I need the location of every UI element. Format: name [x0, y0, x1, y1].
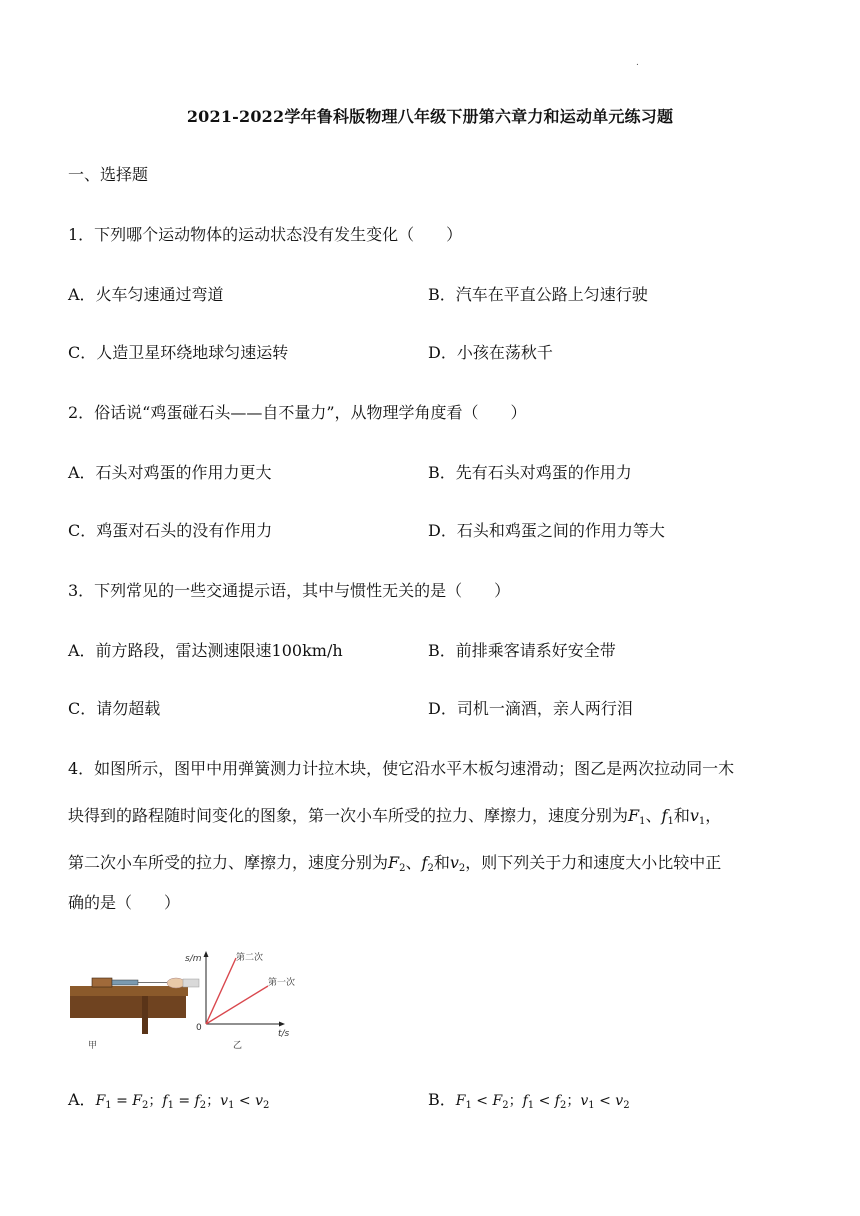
question-4-line-1: 4．如图所示，图甲中用弹簧测力计拉木块，使它沿水平木板匀速滑动；图乙是两次拉动同一木 [68, 759, 735, 778]
header-mark: . [636, 58, 639, 68]
var-v2: $v_2$ [449, 853, 466, 874]
var-f2: $f_2$ [421, 853, 434, 874]
spring-scale [112, 980, 138, 985]
separator: 、 [645, 806, 662, 825]
question-4-option-a: A．$F_1 = F_2$；$f_1 = f_2$；$v_1 < v_2$ [68, 1090, 270, 1111]
question-4-line-2-text: 块得到的路程随时间变化的图象，第一次小车所受的拉力、摩擦力，速度分别为 [68, 806, 629, 825]
question-4-line-3-end: ，则下列关于力和速度大小比较中正 [465, 853, 722, 872]
question-3-option-b: B．前排乘客请系好安全带 [428, 641, 616, 660]
wooden-board [70, 986, 188, 996]
var-f1: $f_1$ [661, 806, 674, 827]
wooden-block [92, 978, 112, 987]
figure-svg [68, 948, 308, 1058]
question-3-option-c: C．请勿超载 [68, 699, 161, 718]
question-4-figure [68, 948, 308, 1058]
comma: ， [705, 806, 722, 825]
var-F1: $F_1$ [628, 806, 646, 827]
series-label-first: 第一次 [268, 978, 296, 988]
section-heading: 一、选择题 [68, 165, 149, 184]
question-4-line-2 [68, 806, 721, 832]
question-2-option-a: A．石头对鸡蛋的作用力更大 [68, 463, 272, 482]
question-2-option-b: B．先有石头对鸡蛋的作用力 [428, 463, 632, 482]
question-2-stem: 2．俗话说“鸡蛋碰石头——自不量力”，从物理学角度看（ ） [68, 403, 527, 422]
figure-label-jia: 甲 [88, 1041, 98, 1051]
st-graph [185, 951, 295, 1051]
question-3-option-a: A．前方路段，雷达测速限速100km/h [68, 641, 343, 660]
question-4-line-3 [68, 853, 721, 879]
question-2-option-c: C．鸡蛋对石头的没有作用力 [68, 521, 273, 540]
table-body [70, 996, 186, 1018]
question-1-option-d: D．小孩在荡秋千 [428, 343, 553, 362]
document-title: 2021-2022学年鲁科版物理八年级下册第六章力和运动单元练习题 [186, 107, 674, 126]
question-2-option-d: D．石头和鸡蛋之间的作用力等大 [428, 521, 665, 540]
experiment-illustration [70, 978, 199, 1051]
var-F2: $F_2$ [388, 853, 406, 874]
question-4-line-4: 确的是（ ） [68, 893, 181, 912]
series-label-second: 第二次 [236, 953, 264, 963]
x-axis-label: t/s [278, 1029, 290, 1039]
question-4-option-b: B．$F_1 < F_2$；$f_1 < f_2$；$v_1 < v_2$ [428, 1090, 630, 1111]
hand [167, 978, 185, 988]
question-1-option-b: B．汽车在平直公路上匀速行驶 [428, 285, 648, 304]
sleeve [183, 979, 199, 987]
question-1-option-a: A．火车匀速通过弯道 [68, 285, 224, 304]
origin-label: 0 [196, 1023, 202, 1033]
option-a-label: A． [68, 1090, 96, 1109]
conjunction: 和 [433, 853, 450, 872]
figure-label-yi: 乙 [233, 1041, 243, 1051]
question-3-stem: 3．下列常见的一些交通提示语，其中与惯性无关的是（ ） [68, 581, 511, 600]
question-3-option-d: D．司机一滴酒，亲人两行泪 [428, 699, 633, 718]
question-1-stem: 1．下列哪个运动物体的运动状态没有发生变化（ ） [68, 225, 463, 244]
x-axis-arrow [279, 1022, 285, 1027]
var-v1: $v_1$ [689, 806, 706, 827]
option-b-label: B． [428, 1090, 456, 1109]
y-axis-arrow [204, 951, 209, 957]
question-4-line-3-text: 第二次小车所受的拉力、摩擦力，速度分别为 [68, 853, 389, 872]
separator: 、 [405, 853, 422, 872]
y-axis-label: s/m [185, 954, 202, 964]
question-1-option-c: C．人造卫星环绕地球匀速运转 [68, 343, 289, 362]
conjunction: 和 [673, 806, 690, 825]
table-leg [142, 996, 148, 1034]
